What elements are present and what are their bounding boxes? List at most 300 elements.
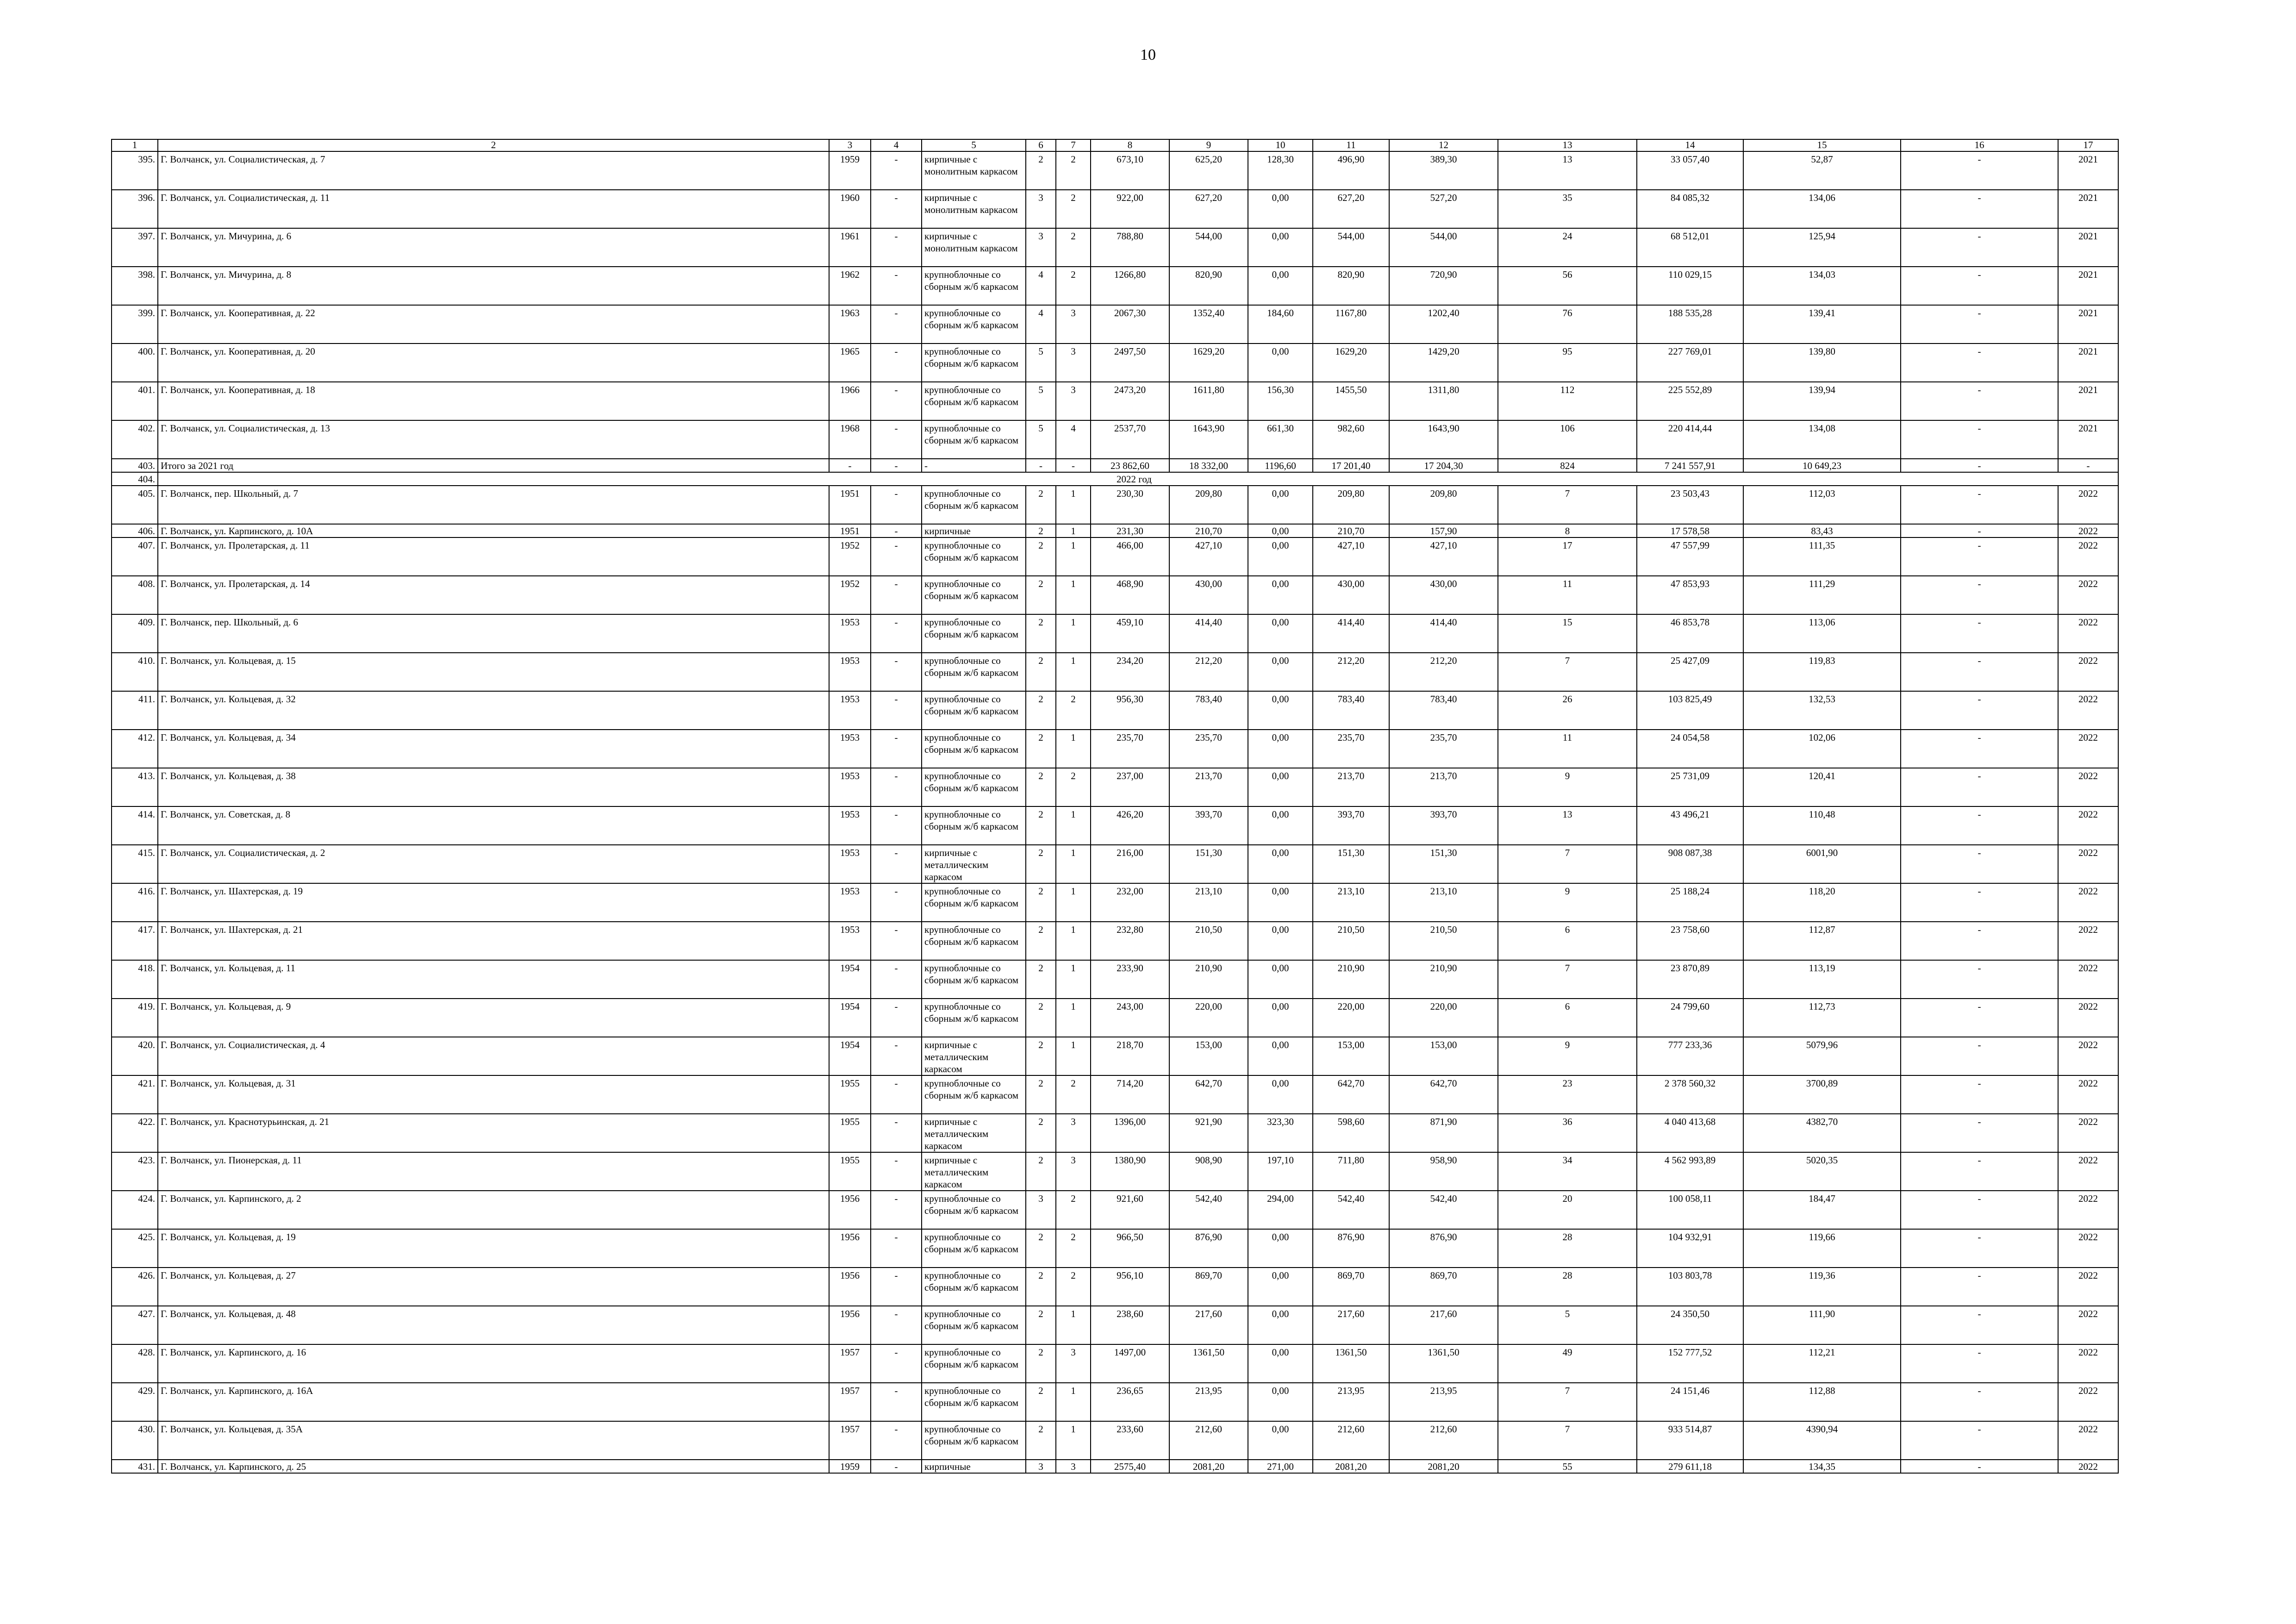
residents: 34: [1498, 1152, 1637, 1191]
year-built: 1955: [829, 1152, 871, 1191]
repair-year: 2022: [2058, 730, 2118, 768]
repair-year: 2022: [2058, 614, 2118, 653]
nonres-area: 0,00: [1248, 922, 1313, 960]
wall-material: крупноблочные со сборным ж/б каркасом: [922, 999, 1026, 1037]
cost: 84 085,32: [1637, 190, 1743, 228]
total-area: 459,10: [1091, 614, 1169, 653]
residents: 7: [1498, 653, 1637, 691]
entrances: 1: [1056, 960, 1091, 999]
wall-material: кирпичные с монолитным каркасом: [922, 190, 1026, 228]
total-area: 1497,00: [1091, 1344, 1169, 1383]
floors: 3: [1026, 1191, 1056, 1229]
entrances: 3: [1056, 1344, 1091, 1383]
col-16: -: [1901, 382, 2058, 420]
repair-year: 2022: [2058, 922, 2118, 960]
year-built: 1963: [829, 305, 871, 344]
column-header-6: 6: [1026, 139, 1056, 151]
address: Г. Волчанск, ул. Советская, д. 8: [158, 806, 829, 845]
row-number: 424.: [112, 1191, 158, 1229]
residents: 7: [1498, 845, 1637, 883]
residents: 20: [1498, 1191, 1637, 1229]
row-number: 405.: [112, 486, 158, 524]
residents: 7: [1498, 486, 1637, 524]
wall-material: крупноблочные со сборным ж/б каркасом: [922, 960, 1026, 999]
address: Г. Волчанск, ул. Шахтерская, д. 19: [158, 883, 829, 922]
address: Г. Волчанск, ул. Карпинского, д. 25: [158, 1460, 829, 1473]
year-built: 1953: [829, 768, 871, 806]
nonres-area: 0,00: [1248, 1229, 1313, 1268]
private-area: 235,70: [1313, 730, 1389, 768]
row-number: 401.: [112, 382, 158, 420]
residents: 7: [1498, 960, 1637, 999]
year-built: 1951: [829, 524, 871, 537]
col-16: -: [1901, 524, 2058, 537]
residents: 56: [1498, 267, 1637, 305]
cost-per-sqm: 5079,96: [1743, 1037, 1901, 1075]
private-area: 1629,20: [1313, 344, 1389, 382]
wall-material: крупноблочные со сборным ж/б каркасом: [922, 344, 1026, 382]
nonres-area: 128,30: [1248, 151, 1313, 190]
residents: 13: [1498, 806, 1637, 845]
municipal-area: 427,10: [1389, 537, 1498, 576]
address: Г. Волчанск, ул. Кольцевая, д. 48: [158, 1306, 829, 1344]
cost: 103 825,49: [1637, 691, 1743, 730]
table-row: [112, 1037, 2118, 1075]
cost: 152 777,52: [1637, 1344, 1743, 1383]
municipal-area: 720,90: [1389, 267, 1498, 305]
living-area: 542,40: [1169, 1191, 1248, 1229]
municipal-area: 217,60: [1389, 1306, 1498, 1344]
living-area: 820,90: [1169, 267, 1248, 305]
address: Г. Волчанск, ул. Кольцевая, д. 9: [158, 999, 829, 1037]
repair-year: 2022: [2058, 524, 2118, 537]
column-number-row: [112, 139, 2118, 151]
year-built: 1954: [829, 999, 871, 1037]
nonres-area: 0,00: [1248, 614, 1313, 653]
residents: 23: [1498, 1075, 1637, 1114]
nonres-area: 1196,60: [1248, 459, 1313, 472]
cost-per-sqm: 6001,90: [1743, 845, 1901, 883]
nonres-area: 0,00: [1248, 691, 1313, 730]
living-area: 414,40: [1169, 614, 1248, 653]
address: Г. Волчанск, ул. Кольцевая, д. 32: [158, 691, 829, 730]
private-area: 213,70: [1313, 768, 1389, 806]
living-area: 1611,80: [1169, 382, 1248, 420]
cost-per-sqm: 111,35: [1743, 537, 1901, 576]
address: Г. Волчанск, ул. Кольцевая, д. 34: [158, 730, 829, 768]
wall-material: кирпичные с металлическим каркасом: [922, 1152, 1026, 1191]
address: Г. Волчанск, ул. Кооперативная, д. 22: [158, 305, 829, 344]
private-area: 627,20: [1313, 190, 1389, 228]
col-4: -: [871, 305, 922, 344]
entrances: 2: [1056, 228, 1091, 267]
col-4: -: [871, 344, 922, 382]
total-area: 235,70: [1091, 730, 1169, 768]
cost: 7 241 557,91: [1637, 459, 1743, 472]
year-section-label: 2022 год: [158, 472, 2118, 486]
residents: 15: [1498, 614, 1637, 653]
table-row: [112, 1229, 2118, 1268]
table-row: [112, 267, 2118, 305]
entrances: -: [1056, 459, 1091, 472]
table-row: [112, 382, 2118, 420]
address: Г. Волчанск, ул. Кольцевая, д. 31: [158, 1075, 829, 1114]
cost: 25 731,09: [1637, 768, 1743, 806]
address: Г. Волчанск, ул. Пролетарская, д. 11: [158, 537, 829, 576]
wall-material: крупноблочные со сборным ж/б каркасом: [922, 1268, 1026, 1306]
private-area: 783,40: [1313, 691, 1389, 730]
cost: 23 758,60: [1637, 922, 1743, 960]
total-area: 788,80: [1091, 228, 1169, 267]
col-4: -: [871, 999, 922, 1037]
cost-per-sqm: 4390,94: [1743, 1421, 1901, 1460]
repair-year: 2021: [2058, 344, 2118, 382]
table-row: [112, 691, 2118, 730]
wall-material: -: [922, 459, 1026, 472]
col-4: -: [871, 1229, 922, 1268]
nonres-area: 0,00: [1248, 524, 1313, 537]
living-area: 2081,20: [1169, 1460, 1248, 1473]
table-row: [112, 806, 2118, 845]
column-header-4: 4: [871, 139, 922, 151]
private-area: 1361,50: [1313, 1344, 1389, 1383]
year-built: 1957: [829, 1344, 871, 1383]
wall-material: кирпичные с металлическим каркасом: [922, 845, 1026, 883]
nonres-area: 0,00: [1248, 267, 1313, 305]
residents: 11: [1498, 576, 1637, 614]
col-4: -: [871, 845, 922, 883]
total-area: 1380,90: [1091, 1152, 1169, 1191]
floors: 2: [1026, 1344, 1056, 1383]
table-row: [112, 768, 2118, 806]
col-4: -: [871, 1344, 922, 1383]
table-row: [112, 922, 2118, 960]
private-area: 711,80: [1313, 1152, 1389, 1191]
year-built: 1954: [829, 960, 871, 999]
repair-year: 2022: [2058, 1344, 2118, 1383]
col-4: -: [871, 806, 922, 845]
private-area: 982,60: [1313, 420, 1389, 459]
row-number: 418.: [112, 960, 158, 999]
col-16: -: [1901, 614, 2058, 653]
living-area: 430,00: [1169, 576, 1248, 614]
row-number: 419.: [112, 999, 158, 1037]
private-area: 542,40: [1313, 1191, 1389, 1229]
row-number: 411.: [112, 691, 158, 730]
row-number: 397.: [112, 228, 158, 267]
repair-year: 2022: [2058, 576, 2118, 614]
cost-per-sqm: 112,87: [1743, 922, 1901, 960]
total-area: 466,00: [1091, 537, 1169, 576]
wall-material: крупноблочные со сборным ж/б каркасом: [922, 1075, 1026, 1114]
year-built: 1965: [829, 344, 871, 382]
private-area: 876,90: [1313, 1229, 1389, 1268]
repair-year: 2022: [2058, 537, 2118, 576]
total-area: 1396,00: [1091, 1114, 1169, 1152]
row-number: 413.: [112, 768, 158, 806]
floors: 3: [1026, 190, 1056, 228]
nonres-area: 0,00: [1248, 1268, 1313, 1306]
col-4: -: [871, 228, 922, 267]
residents: 8: [1498, 524, 1637, 537]
row-number: 423.: [112, 1152, 158, 1191]
cost-per-sqm: 119,36: [1743, 1268, 1901, 1306]
repair-year: 2022: [2058, 960, 2118, 999]
municipal-area: 642,70: [1389, 1075, 1498, 1114]
wall-material: кирпичные с металлическим каркасом: [922, 1037, 1026, 1075]
col-16: -: [1901, 1344, 2058, 1383]
address: Г. Волчанск, ул. Кольцевая, д. 15: [158, 653, 829, 691]
nonres-area: 0,00: [1248, 486, 1313, 524]
col-16: -: [1901, 1114, 2058, 1152]
floors: 2: [1026, 806, 1056, 845]
entrances: 2: [1056, 768, 1091, 806]
year-built: -: [829, 459, 871, 472]
residents: 35: [1498, 190, 1637, 228]
cost: 2 378 560,32: [1637, 1075, 1743, 1114]
living-area: 1643,90: [1169, 420, 1248, 459]
total-area: 673,10: [1091, 151, 1169, 190]
row-number: 408.: [112, 576, 158, 614]
nonres-area: 0,00: [1248, 653, 1313, 691]
column-header-14: 14: [1637, 139, 1743, 151]
nonres-area: 271,00: [1248, 1460, 1313, 1473]
column-header-15: 15: [1743, 139, 1901, 151]
row-number: 415.: [112, 845, 158, 883]
table-row: [112, 1421, 2118, 1460]
municipal-area: 213,95: [1389, 1383, 1498, 1421]
col-4: -: [871, 653, 922, 691]
private-area: 393,70: [1313, 806, 1389, 845]
col-16: -: [1901, 1306, 2058, 1344]
private-area: 212,60: [1313, 1421, 1389, 1460]
nonres-area: 156,30: [1248, 382, 1313, 420]
private-area: 2081,20: [1313, 1460, 1389, 1473]
cost-per-sqm: 4382,70: [1743, 1114, 1901, 1152]
residents: 9: [1498, 768, 1637, 806]
cost: 227 769,01: [1637, 344, 1743, 382]
wall-material: крупноблочные со сборным ж/б каркасом: [922, 1383, 1026, 1421]
address: Г. Волчанск, ул. Мичурина, д. 8: [158, 267, 829, 305]
column-header-12: 12: [1389, 139, 1498, 151]
wall-material: крупноблочные со сборным ж/б каркасом: [922, 1306, 1026, 1344]
entrances: 3: [1056, 382, 1091, 420]
table-row: [112, 883, 2118, 922]
repair-year: 2022: [2058, 1421, 2118, 1460]
col-16: -: [1901, 1460, 2058, 1473]
col-16: -: [1901, 420, 2058, 459]
private-area: 496,90: [1313, 151, 1389, 190]
wall-material: крупноблочные со сборным ж/б каркасом: [922, 305, 1026, 344]
wall-material: крупноблочные со сборным ж/б каркасом: [922, 267, 1026, 305]
nonres-area: 0,00: [1248, 1037, 1313, 1075]
entrances: 2: [1056, 151, 1091, 190]
address: Г. Волчанск, ул. Кольцевая, д. 19: [158, 1229, 829, 1268]
address: Г. Волчанск, ул. Карпинского, д. 16А: [158, 1383, 829, 1421]
total-area: 2575,40: [1091, 1460, 1169, 1473]
col-16: -: [1901, 344, 2058, 382]
floors: 5: [1026, 344, 1056, 382]
year-built: 1954: [829, 1037, 871, 1075]
private-area: 17 201,40: [1313, 459, 1389, 472]
floors: 2: [1026, 691, 1056, 730]
year-section-row: [112, 472, 2118, 486]
address: Г. Волчанск, ул. Мичурина, д. 6: [158, 228, 829, 267]
living-area: 625,20: [1169, 151, 1248, 190]
private-area: 210,90: [1313, 960, 1389, 999]
nonres-area: 323,30: [1248, 1114, 1313, 1152]
col-16: -: [1901, 486, 2058, 524]
col-16: -: [1901, 267, 2058, 305]
total-area: 23 862,60: [1091, 459, 1169, 472]
floors: 2: [1026, 768, 1056, 806]
repair-year: 2022: [2058, 845, 2118, 883]
entrances: 2: [1056, 691, 1091, 730]
private-area: 642,70: [1313, 1075, 1389, 1114]
living-area: 210,50: [1169, 922, 1248, 960]
total-area: 230,30: [1091, 486, 1169, 524]
floors: 2: [1026, 845, 1056, 883]
entrances: 1: [1056, 730, 1091, 768]
private-area: 414,40: [1313, 614, 1389, 653]
row-number: 417.: [112, 922, 158, 960]
address: Г. Волчанск, ул. Социалистическая, д. 4: [158, 1037, 829, 1075]
row-number: 425.: [112, 1229, 158, 1268]
floors: 2: [1026, 999, 1056, 1037]
floors: 2: [1026, 960, 1056, 999]
cost: 225 552,89: [1637, 382, 1743, 420]
cost-per-sqm: 139,41: [1743, 305, 1901, 344]
housing-registry-table: [111, 139, 2119, 1474]
total-area: 237,00: [1091, 768, 1169, 806]
residents: 6: [1498, 922, 1637, 960]
entrances: 1: [1056, 883, 1091, 922]
municipal-area: 389,30: [1389, 151, 1498, 190]
municipal-area: 210,90: [1389, 960, 1498, 999]
entrances: 2: [1056, 1229, 1091, 1268]
municipal-area: 153,00: [1389, 1037, 1498, 1075]
row-number: 403.: [112, 459, 158, 472]
living-area: 642,70: [1169, 1075, 1248, 1114]
col-4: -: [871, 1114, 922, 1152]
year-built: 1962: [829, 267, 871, 305]
living-area: 210,70: [1169, 524, 1248, 537]
year-built: 1953: [829, 614, 871, 653]
repair-year: 2022: [2058, 999, 2118, 1037]
cost-per-sqm: 113,19: [1743, 960, 1901, 999]
cost: 47 853,93: [1637, 576, 1743, 614]
private-area: 430,00: [1313, 576, 1389, 614]
col-16: -: [1901, 1075, 2058, 1114]
cost-per-sqm: 5020,35: [1743, 1152, 1901, 1191]
total-area: 426,20: [1091, 806, 1169, 845]
cost: 33 057,40: [1637, 151, 1743, 190]
cost: 279 611,18: [1637, 1460, 1743, 1473]
municipal-area: 157,90: [1389, 524, 1498, 537]
table-row: [112, 614, 2118, 653]
repair-year: 2022: [2058, 1037, 2118, 1075]
nonres-area: 0,00: [1248, 730, 1313, 768]
col-4: -: [871, 190, 922, 228]
residents: 28: [1498, 1229, 1637, 1268]
total-area: 238,60: [1091, 1306, 1169, 1344]
residents: 112: [1498, 382, 1637, 420]
repair-year: 2022: [2058, 1383, 2118, 1421]
col-4: -: [871, 524, 922, 537]
municipal-area: 869,70: [1389, 1268, 1498, 1306]
year-built: 1968: [829, 420, 871, 459]
entrances: 2: [1056, 1075, 1091, 1114]
floors: -: [1026, 459, 1056, 472]
nonres-area: 0,00: [1248, 344, 1313, 382]
year-built: 1951: [829, 486, 871, 524]
floors: 2: [1026, 653, 1056, 691]
private-area: 427,10: [1313, 537, 1389, 576]
cost: 220 414,44: [1637, 420, 1743, 459]
floors: 2: [1026, 883, 1056, 922]
private-area: 217,60: [1313, 1306, 1389, 1344]
row-number: 427.: [112, 1306, 158, 1344]
living-area: 217,60: [1169, 1306, 1248, 1344]
total-area: 966,50: [1091, 1229, 1169, 1268]
municipal-area: 1643,90: [1389, 420, 1498, 459]
entrances: 2: [1056, 1268, 1091, 1306]
municipal-area: 220,00: [1389, 999, 1498, 1037]
col-16: -: [1901, 806, 2058, 845]
total-area: 1266,80: [1091, 267, 1169, 305]
wall-material: крупноблочные со сборным ж/б каркасом: [922, 922, 1026, 960]
cost-per-sqm: 3700,89: [1743, 1075, 1901, 1114]
private-area: 869,70: [1313, 1268, 1389, 1306]
entrances: 1: [1056, 845, 1091, 883]
column-header-2: 2: [158, 139, 829, 151]
municipal-area: 1202,40: [1389, 305, 1498, 344]
repair-year: 2022: [2058, 1306, 2118, 1344]
total-area: 714,20: [1091, 1075, 1169, 1114]
cost: 68 512,01: [1637, 228, 1743, 267]
floors: 2: [1026, 1075, 1056, 1114]
table-row: [112, 228, 2118, 267]
cost: 110 029,15: [1637, 267, 1743, 305]
col-4: -: [871, 151, 922, 190]
living-area: 544,00: [1169, 228, 1248, 267]
residents: 24: [1498, 228, 1637, 267]
residents: 13: [1498, 151, 1637, 190]
row-number: 430.: [112, 1421, 158, 1460]
cost: 23 503,43: [1637, 486, 1743, 524]
row-number: 431.: [112, 1460, 158, 1473]
column-header-3: 3: [829, 139, 871, 151]
col-4: -: [871, 1075, 922, 1114]
year-built: 1953: [829, 883, 871, 922]
entrances: 3: [1056, 344, 1091, 382]
repair-year: 2022: [2058, 1268, 2118, 1306]
address: Г. Волчанск, ул. Социалистическая, д. 2: [158, 845, 829, 883]
cost: 24 799,60: [1637, 999, 1743, 1037]
table-row: [112, 190, 2118, 228]
entrances: 1: [1056, 1421, 1091, 1460]
municipal-area: 414,40: [1389, 614, 1498, 653]
nonres-area: 184,60: [1248, 305, 1313, 344]
nonres-area: 0,00: [1248, 768, 1313, 806]
address: Г. Волчанск, ул. Социалистическая, д. 11: [158, 190, 829, 228]
living-area: 908,90: [1169, 1152, 1248, 1191]
entrances: 1: [1056, 653, 1091, 691]
cost-per-sqm: 112,21: [1743, 1344, 1901, 1383]
year-built: 1960: [829, 190, 871, 228]
municipal-area: 393,70: [1389, 806, 1498, 845]
floors: 2: [1026, 614, 1056, 653]
